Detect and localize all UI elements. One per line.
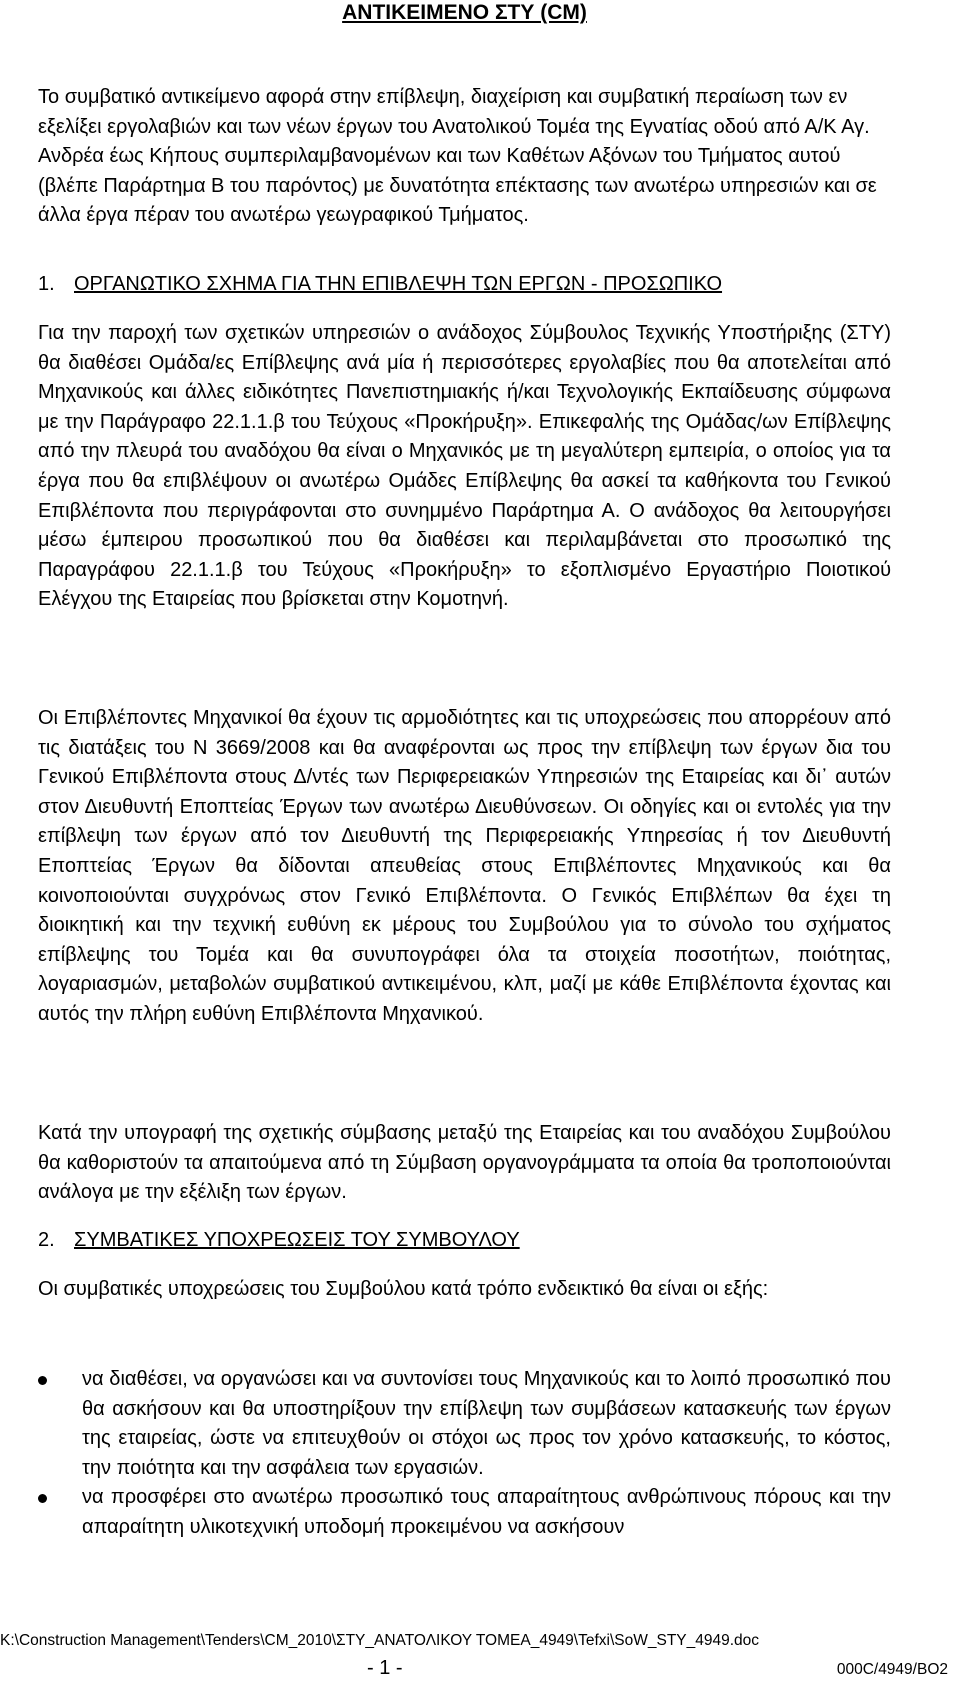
section-1-paragraph-3: Κατά την υπογραφή της σχετικής σύμβασης μεταξύ της Εταιρείας και του αναδόχου Συμβούλου θα καθοριστούν τα απαιτούμενα από τη Σύμβαση οργανογράμματα τα οποία θα τροποποιούνται ανάλογα με την εξέλιξη των έργων.	[38, 1122, 891, 1204]
page-number: - 1 -	[367, 1657, 403, 1679]
section-1-paragraph-2: Οι Επιβλέποντες Μηχανικοί θα έχουν τις αρμοδιότητες και τις υποχρεώσεις που απορρέουν από τις διατάξεις του Ν 3669/2008 και θα αναφέρονται ως προς την επίβλεψη των έργων δια του Γενικού Επιβλέποντα στους Δ/ντές των Περιφερειακών Υπηρεσιών της Εταιρείας και δι᾽ αυτών στον Διευθυντή Εποπτείας Έργων των ανωτέρω Διευθύνσεων. Οι οδηγίες και οι εντολές για την επίβλεψη των έργων από τον Διευθυντή της Περιφερειακής Υπηρεσίας ή τον Διευθυντή Εποπτείας Έργων θα δίδονται απευθείας στους Επιβλέποντες Μηχανικούς και θα κοινοποιούνται συγχρόνως στον Γενικό Επιβλέποντα. Ο Γενικός Επιβλέπων θα έχει τη διοικητική και την τεχνική ευθύνη εκ μέρους του Συμβούλου για το σύνολο του σχήματος επίβλεψης του Τομέα και θα συνυπογράφει όλα τα στοιχεία ποσοτήτων, ποιότητας, λογαριασμών, μεταβολών συμβατικού αντικειμένου, κλπ, μαζί με κάθε Επιβλέποντα έχοντας και αυτός την πλήρη ευθύνη Επιβλέποντα Μηχανικού.	[38, 707, 891, 1025]
section-1-paragraph-1: Για την παροχή των σχετικών υπηρεσιών ο ανάδοχος Σύμβουλος Τεχνικής Υποστήριξης (ΣΤΥ) θα διαθέσει Ομάδα/ες Επίβλεψης ανά μία ή περισσότερες εργολαβίες που θα αποτελείται από Μηχανικούς και άλλες ειδικότητες Πανεπιστημιακής ή/και Τεχνολογικής Εκπαίδευσης σύμφωνα με την Παράγραφο 22.1.1.β του Τεύχους «Προκήρυξη». Επικεφαλής της Ομάδας/ων Επίβλεψης από την πλευρά του αναδόχου θα είναι ο Μηχανικός με τη μεγαλύτερη εμπειρία, ο οποίος για τα έργα που θα επιβλέψουν οι ανωτέρω Ομάδες Επίβλεψης θα ασκεί τα καθήκοντα του Γενικού Επιβλέποντα που περιγράφονται στο συνημμένο Παράρτημα Α. Ο ανάδοχος θα λειτουργήσει μέσω έμπειρου προσωπικού που θα διαθέσει και περιλαμβάνεται στο προσωπικό της Παραγράφου 22.1.1.β του Τεύχους «Προκήρυξη» το εξοπλισμένο Εργαστήριο Ποιοτικού Ελέγχου της Εταιρείας που βρίσκεται στην Κομοτηνή.	[38, 322, 891, 611]
section-1-title: ΟΡΓΑΝΩΤΙΚΟ ΣΧΗΜΑ ΓΙΑ ΤΗΝ ΕΠΙΒΛΕΨΗ ΤΩΝ ΕΡΓΩΝ - ΠΡΟΣΩΠΙΚΟ	[74, 273, 723, 295]
section-1-number: 1.	[38, 273, 55, 295]
bullet-icon	[38, 1494, 47, 1503]
document-page	[38, 0, 891, 1538]
footer-file-path: K:\Construction Management\Tenders\CM_2010\ΣΤΥ_ΑΝΑΤΟΛΙΚΟΥ ΤΟΜΕΑ_4949\Tefxi\SoW_STY_4949.doc	[0, 1632, 760, 1649]
bullet-icon	[38, 1376, 47, 1385]
section-2-number: 2.	[38, 1229, 55, 1251]
list-item-text: να διαθέσει, να οργανώσει και να συντονίσει τους Μηχανικούς και το λοιπό προσωπικό που θα ασκήσουν και θα υποστηρίξουν την επίβλεψη των συμβάσεων κατασκευής των έργων της εταιρείας, ώστε να επιτευχθούν οι στόχοι ως προς τον χρόνο κατασκευής, το κόστος, την ποιότητα και την ασφάλεια των εργασιών.	[82, 1368, 891, 1479]
section-2-intro: Οι συμβατικές υποχρεώσεις του Συμβούλου κατά τρόπο ενδεικτικό θα είναι οι εξής:	[38, 1278, 769, 1300]
section-2-heading	[38, 1226, 891, 1254]
section-1-heading	[38, 270, 891, 298]
list-item	[38, 1483, 891, 1542]
list-item-text: να προσφέρει στο ανωτέρω προσωπικό τους απαραίτητους ανθρώπινους πόρους και την απαραίτητη υλικοτεχνική υποδομή προκειμένου να ασκήσουν	[82, 1486, 891, 1538]
page-footer	[0, 1656, 960, 1682]
list-item	[38, 1365, 891, 1483]
document-title: ΑΝΤΙΚΕΙΜΕΝΟ ΣΤΥ (CM)	[342, 1, 587, 24]
obligations-list	[38, 1365, 891, 1543]
section-2-title: ΣΥΜΒΑΤΙΚΕΣ ΥΠΟΧΡΕΩΣΕΙΣ ΤΟΥ ΣΥΜΒΟΥΛΟΥ	[74, 1229, 520, 1251]
intro-paragraph: Το συμβατικό αντικείμενο αφορά στην επίβλεψη, διαχείριση και συμβατική περαίωση των εν εξελίξει εργολαβιών και των νέων έργων του Ανατολικού Τομέα της Εγνατίας οδού από Α/Κ Αγ. Ανδρέα έως Κήπους συμπεριλαμβανομένων και των Καθέτων Αξόνων του Τμήματος αυτού (βλέπε Παράρτημα Β του παρόντος) με δυνατότητα επέκτασης των ανωτέρω υπηρεσιών και σε άλλα έργα πέραν του ανωτέρω γεωγραφικού Τμήματος.	[38, 86, 877, 227]
document-code: 000C/4949/BO2	[836, 1661, 948, 1678]
